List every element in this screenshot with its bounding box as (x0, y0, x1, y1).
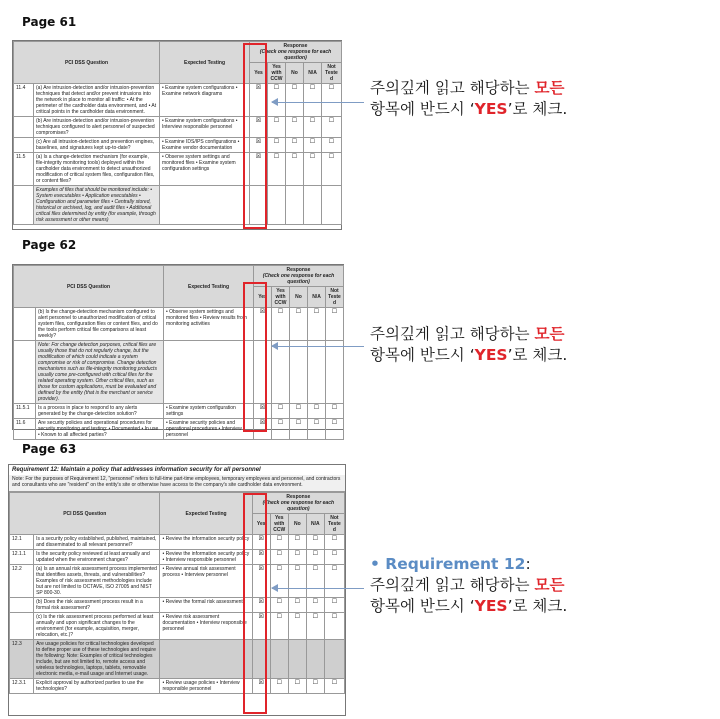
checkbox-no (290, 341, 308, 404)
table-row (14, 308, 344, 341)
checkbox-na[interactable]: ☐ (306, 598, 324, 613)
annotation-page-62: 주의깊게 읽고 해당하는 모든 항목에 반드시 ‘YES’로 체크. (370, 325, 568, 364)
checkbox-yes[interactable]: ☒ (252, 598, 270, 613)
requirement-id (14, 186, 34, 225)
table-row (14, 186, 342, 225)
page-61-label: Page 61 (22, 15, 77, 29)
col-yes-ccw: Yes with CCW (270, 514, 288, 535)
page-63-label: Page 63 (22, 442, 77, 456)
col-na: N/A (306, 514, 324, 535)
question-text: (b) Are intrusion-detection and/or intrusion-prevention techniques configured to alert personnel of suspected compromises? (34, 117, 160, 138)
col-expected-testing: Expected Testing (160, 493, 252, 535)
table-row (14, 138, 342, 153)
expected-testing-text: • Review annual risk assessment process • Interview personnel (160, 565, 252, 598)
checkbox-no[interactable]: ☐ (290, 308, 308, 341)
checkbox-no[interactable]: ☐ (288, 535, 306, 550)
expected-testing-text: • Examine system configuration settings (164, 404, 254, 419)
page-62-label: Page 62 (22, 238, 77, 252)
question-text: Are security policies and operational procedures for security monitoring and testing: • Documented • In use • Known to all affected parties? (36, 419, 164, 440)
col-yes: Yes (250, 63, 268, 84)
table-row (14, 84, 342, 117)
checkbox-na[interactable]: ☐ (306, 565, 324, 598)
requirement-id: 12.2 (10, 565, 34, 598)
table-row (10, 679, 345, 694)
checkbox-not-tested[interactable]: ☐ (324, 535, 344, 550)
requirement-id (14, 341, 36, 404)
checkbox-yes-ccw[interactable]: ☐ (268, 138, 286, 153)
checkbox-not-tested[interactable]: ☐ (324, 598, 344, 613)
question-text: (b) Is the change-detection mechanism configured to alert personnel to unauthorized modification of critical system files, configuration files or content files, and do the tools perform critical file comparisons at least weekly? (36, 308, 164, 341)
checkbox-yes[interactable]: ☒ (254, 404, 272, 419)
annotation-page-61: 주의깊게 읽고 해당하는 모든 항목에 반드시 ‘YES’로 체크. (370, 79, 568, 118)
checkbox-no (288, 640, 306, 679)
expected-testing-text: • Examine system configurations • Interview responsible personnel (160, 117, 250, 138)
requirement-id (10, 598, 34, 613)
question-text: Is a security policy established, published, maintained, and disseminated to all relevant personnel? (34, 535, 160, 550)
checkbox-yes[interactable]: ☒ (254, 308, 272, 341)
table-row (14, 153, 342, 186)
requirement-id: 11.4 (14, 84, 34, 117)
checkbox-yes[interactable]: ☒ (252, 565, 270, 598)
checkbox-no[interactable]: ☐ (288, 598, 306, 613)
checkbox-na[interactable]: ☐ (306, 679, 324, 694)
page-61-scan (12, 40, 342, 230)
checkbox-not-tested[interactable]: ☐ (324, 565, 344, 598)
question-text: Note: For change detection purposes, critical files are usually those that do not regularly change, but the modification of which could indicate a system compromise or risk of compromise. Change detection mechanisms such as file-integrity monitoring products usually come pre-configured with critical files for the related operating system. Other critical files, such as those for custom applications, must be evaluated and defined by the entity (that is the merchant or service provider). (36, 341, 164, 404)
requirement-id: 11.5 (14, 153, 34, 186)
col-response: Response (Check one response for each question) (254, 266, 344, 287)
checkbox-no[interactable]: ☐ (286, 117, 304, 138)
checkbox-not-tested[interactable]: ☐ (322, 138, 342, 153)
checkbox-no[interactable]: ☐ (290, 419, 308, 440)
expected-testing-text: • Examine system configurations • Examine network diagrams (160, 84, 250, 117)
checkbox-not-tested (324, 640, 344, 679)
checkbox-not-tested[interactable]: ☐ (324, 613, 344, 640)
question-text: (c) Are all intrusion-detection and prevention engines, baselines, and signatures kept up-to-date? (34, 138, 160, 153)
checkbox-na[interactable]: ☐ (308, 419, 326, 440)
checkbox-no[interactable]: ☐ (290, 404, 308, 419)
col-expected-testing: Expected Testing (160, 42, 250, 84)
checkbox-not-tested[interactable]: ☐ (322, 117, 342, 138)
table-row (10, 613, 345, 640)
checkbox-yes-ccw (268, 186, 286, 225)
question-text: (b) Does the risk assessment process result in a formal risk assessment? (34, 598, 160, 613)
checkbox-yes-ccw[interactable]: ☐ (270, 565, 288, 598)
requirement-id: 12.1 (10, 535, 34, 550)
checkbox-na (308, 341, 326, 404)
table-row (14, 419, 344, 440)
checkbox-no (286, 186, 304, 225)
requirement-id (10, 613, 34, 640)
checkbox-yes-ccw[interactable]: ☐ (272, 419, 290, 440)
checkbox-na (304, 186, 322, 225)
checkbox-no[interactable]: ☐ (288, 679, 306, 694)
col-response: Response (Check one response for each question) (252, 493, 344, 514)
checkbox-yes[interactable]: ☒ (252, 679, 270, 694)
requirement-id: 11.6 (14, 419, 36, 440)
page-62-scan (12, 264, 344, 438)
question-text: Explicit approval by authorized parties to use the technologies? (34, 679, 160, 694)
page-61-yes-highlight (243, 43, 267, 229)
expected-testing-text: • Review the information security policy (160, 535, 252, 550)
checkbox-yes-ccw[interactable]: ☐ (268, 84, 286, 117)
expected-testing-text: • Review risk assessment documentation • Interview responsible personnel (160, 613, 252, 640)
checkbox-not-tested[interactable]: ☐ (324, 550, 344, 565)
annotation-page-63: • Requirement 12: 주의깊게 읽고 해당하는 모든 항목에 반드시 ‘YES’로 체크. (370, 555, 568, 615)
checkbox-not-tested[interactable]: ☐ (322, 153, 342, 186)
question-text: (c) Is the risk assessment process performed at least annually and upon significant changes to the environment (for example, acquisition, merger, relocation, etc.)? (34, 613, 160, 640)
checkbox-na[interactable]: ☐ (304, 138, 322, 153)
checkbox-not-tested[interactable]: ☐ (326, 308, 344, 341)
checkbox-yes[interactable]: ☒ (250, 153, 268, 186)
requirement-id: 12.1.1 (10, 550, 34, 565)
checkbox-yes-ccw[interactable]: ☐ (272, 308, 290, 341)
question-text: Examples of files that should be monitored include: • System executables • Application executables • Configuration and parameter files • Centrally stored, historical or archived, log, and audit files • Additional critical files determined by entity (for example, through risk assessment or other means) (34, 186, 160, 225)
page-61-table (13, 41, 342, 225)
checkbox-yes-ccw[interactable]: ☐ (268, 153, 286, 186)
checkbox-not-tested (326, 341, 344, 404)
requirement-id: 12.3.1 (10, 679, 34, 694)
page-63-table (9, 492, 345, 694)
table-row (10, 598, 345, 613)
page-62-table (13, 265, 344, 440)
checkbox-yes[interactable]: ☒ (252, 550, 270, 565)
col-not-tested: Not Tested (322, 63, 342, 84)
checkbox-yes[interactable]: ☒ (250, 84, 268, 117)
expected-testing-text: • Observe system settings and monitored files • Review results from monitoring activities (164, 308, 254, 341)
checkbox-na[interactable]: ☐ (304, 117, 322, 138)
checkbox-yes[interactable]: ☒ (250, 138, 268, 153)
page-63-scan (8, 464, 346, 716)
col-expected-testing: Expected Testing (164, 266, 254, 308)
expected-testing-text: • Examine IDS/IPS configurations • Examine vendor documentation (160, 138, 250, 153)
requirement-id: 12.3 (10, 640, 34, 679)
table-row (10, 640, 345, 679)
page-62-yes-highlight (243, 282, 267, 432)
col-question: PCI DSS Question (10, 493, 160, 535)
requirement-12-note: Note: For the purposes of Requirement 12, "personnel" refers to full-time part-time employees, temporary employees and personnel, and contractors and consultants who are "resident" on the entity's site or otherwise have access to the company's site cardholder data environment. (9, 475, 345, 492)
checkbox-not-tested[interactable]: ☐ (322, 84, 342, 117)
col-yes: Yes (252, 514, 270, 535)
checkbox-na[interactable]: ☐ (306, 550, 324, 565)
question-text: (a) Is an annual risk assessment process implemented that identifies assets, threats, and vulnerabilities? Examples of risk assessment methodologies include but are not limited to OCTAVE, ISO 27005 and NIST SP 800-30. (34, 565, 160, 598)
table-row (10, 535, 345, 550)
arrow-page-61 (272, 102, 364, 103)
checkbox-na[interactable]: ☐ (306, 535, 324, 550)
checkbox-yes[interactable]: ☒ (252, 535, 270, 550)
col-not-tested: Not Tested (324, 514, 344, 535)
checkbox-yes-ccw[interactable]: ☐ (270, 679, 288, 694)
question-text: Is a process in place to respond to any alerts generated by the change-detection solution? (36, 404, 164, 419)
checkbox-yes-ccw[interactable]: ☐ (270, 613, 288, 640)
checkbox-no[interactable]: ☐ (286, 84, 304, 117)
checkbox-yes[interactable]: ☒ (250, 117, 268, 138)
question-text: (a) Are intrusion-detection and/or intrusion-prevention techniques that detect and/or prevent intrusions into the network in place to monitor all traffic: • At the perimeter of the cardholder data environment, and • At critical points in the cardholder data environment. (34, 84, 160, 117)
question-text: Is the security policy reviewed at least annually and updated when the environment changes? (34, 550, 160, 565)
question-text: Are usage policies for critical technologies developed to define proper use of these technologies and require the following: Note: Examples of critical technologies include, but are not limited to, remote access and wireless technologies, laptops, tablets, removable electronic media, e-mail usage and Internet usage. (34, 640, 160, 679)
checkbox-yes-ccw[interactable]: ☐ (270, 550, 288, 565)
requirement-12-title: Requirement 12: Maintain a policy that addresses information security for all personnel (12, 467, 261, 473)
checkbox-yes-ccw[interactable]: ☐ (272, 404, 290, 419)
col-response: Response (Check one response for each question) (250, 42, 342, 63)
page-63-yes-highlight (243, 493, 267, 714)
checkbox-na[interactable]: ☐ (306, 613, 324, 640)
expected-testing-text: • Examine security policies and operational procedures • Interview personnel (164, 419, 254, 440)
expected-testing-text: • Review the information security policy • Interview responsible personnel (160, 550, 252, 565)
col-no: No (286, 63, 304, 84)
checkbox-yes-ccw[interactable]: ☐ (270, 598, 288, 613)
requirement-id: 11.5.1 (14, 404, 36, 419)
checkbox-no[interactable]: ☐ (286, 153, 304, 186)
expected-testing-text: • Review usage policies • Interview responsible personnel (160, 679, 252, 694)
checkbox-no[interactable]: ☐ (288, 565, 306, 598)
col-no: No (290, 287, 308, 308)
checkbox-not-tested[interactable]: ☐ (324, 679, 344, 694)
question-text: (a) Is a change-detection mechanism (for example, file-integrity monitoring tools) deployed within the cardholder data environment to detect unauthorized modification of critical system files, configuration files, or content files? (34, 153, 160, 186)
requirement-id (14, 308, 36, 341)
table-row (14, 117, 342, 138)
table-row (10, 550, 345, 565)
col-question: PCI DSS Question (14, 266, 164, 308)
requirement-id (14, 117, 34, 138)
checkbox-yes[interactable]: ☒ (254, 419, 272, 440)
checkbox-na[interactable]: ☐ (308, 404, 326, 419)
col-na: N/A (304, 63, 322, 84)
expected-testing-text: • Review the formal risk assessment (160, 598, 252, 613)
table-row (14, 341, 344, 404)
col-yes: Yes (254, 287, 272, 308)
requirement-id (14, 138, 34, 153)
checkbox-not-tested (322, 186, 342, 225)
col-na: N/A (308, 287, 326, 308)
col-yes-ccw: Yes with CCW (272, 287, 290, 308)
expected-testing-text (160, 186, 250, 225)
arrow-page-63 (272, 588, 364, 589)
arrow-page-62 (272, 346, 364, 347)
checkbox-no[interactable]: ☐ (288, 613, 306, 640)
requirement-12-heading: • Requirement 12 (370, 555, 526, 573)
table-row (14, 404, 344, 419)
col-no: No (288, 514, 306, 535)
checkbox-na[interactable]: ☐ (304, 84, 322, 117)
checkbox-na (306, 640, 324, 679)
checkbox-no[interactable]: ☐ (286, 138, 304, 153)
checkbox-not-tested[interactable]: ☐ (326, 404, 344, 419)
expected-testing-text (164, 341, 254, 404)
checkbox-na[interactable]: ☐ (304, 153, 322, 186)
table-row (10, 565, 345, 598)
checkbox-na[interactable]: ☐ (308, 308, 326, 341)
col-question: PCI DSS Question (14, 42, 160, 84)
col-not-tested: Not Tested (326, 287, 344, 308)
checkbox-no[interactable]: ☐ (288, 550, 306, 565)
checkbox-yes-ccw[interactable]: ☐ (268, 117, 286, 138)
checkbox-not-tested[interactable]: ☐ (326, 419, 344, 440)
checkbox-yes-ccw (270, 640, 288, 679)
checkbox-yes[interactable]: ☒ (252, 613, 270, 640)
checkbox-yes-ccw[interactable]: ☐ (270, 535, 288, 550)
col-yes-ccw: Yes with CCW (268, 63, 286, 84)
expected-testing-text (160, 640, 252, 679)
expected-testing-text: • Observe system settings and monitored files • Examine system configuration settings (160, 153, 250, 186)
